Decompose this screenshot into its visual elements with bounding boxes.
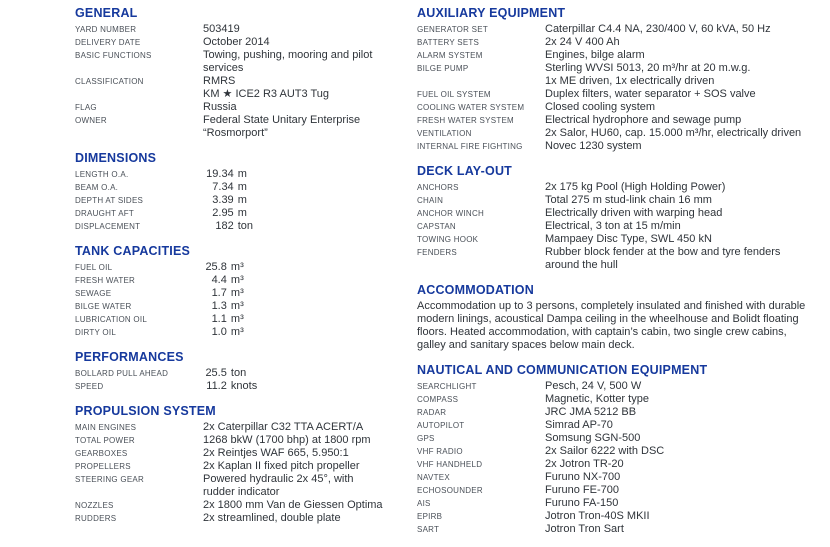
spec-value-unit: m³ xyxy=(230,274,244,286)
spec-row xyxy=(75,380,407,393)
spec-label: STEERING GEAR xyxy=(75,475,145,484)
spec-label: FENDERS xyxy=(417,248,457,257)
spec-label: COMPASS xyxy=(417,395,459,404)
spec-value-line: Electrical, 3 ton at 15 m/min xyxy=(545,220,681,232)
spec-value-number: 7.34 xyxy=(212,181,234,193)
spec-label: DISPLACEMENT xyxy=(75,222,141,231)
paragraph-line: modern linings, acoustical Dampa ceiling in the wheelhouse and Bolidt floating xyxy=(417,313,799,325)
spec-value xyxy=(545,101,655,114)
spec-value-unit: m³ xyxy=(230,313,244,325)
spec-label: YARD NUMBER xyxy=(75,25,137,34)
spec-row xyxy=(417,114,827,127)
spec-value-unit: m xyxy=(237,181,247,193)
spec-label: GEARBOXES xyxy=(75,449,128,458)
spec-row xyxy=(75,274,407,287)
spec-value-unit: m xyxy=(237,207,247,219)
spec-value-line: 503419 xyxy=(203,23,240,35)
spec-value xyxy=(203,447,349,460)
spec-value xyxy=(203,181,247,194)
spec-row xyxy=(417,406,827,419)
spec-row xyxy=(417,194,827,207)
spec-value xyxy=(203,287,244,300)
spec-row xyxy=(75,36,407,49)
spec-value-line: Jotron Tron Sart xyxy=(545,523,624,535)
spec-value xyxy=(203,220,253,233)
spec-label: DIRTY OIL xyxy=(75,328,117,337)
spec-value xyxy=(203,512,341,525)
spec-value-line: Mampaey Disc Type, SWL 450 kN xyxy=(545,233,712,245)
spec-row xyxy=(75,512,407,525)
spec-value-number: 25.8 xyxy=(205,261,227,273)
spec-value-number: 182 xyxy=(215,220,234,232)
spec-row xyxy=(75,326,407,339)
spec-value xyxy=(203,499,383,512)
section-deck-lay-out xyxy=(417,164,827,272)
spec-value xyxy=(203,274,244,287)
spec-row xyxy=(75,499,407,512)
spec-row xyxy=(417,419,827,432)
spec-value-unit: m³ xyxy=(230,300,244,312)
spec-row xyxy=(75,194,407,207)
spec-label: SEARCHLIGHT xyxy=(417,382,477,391)
spec-value-line: 2x 175 kg Pool (High Holding Power) xyxy=(545,181,726,193)
spec-value-line: Magnetic, Kotter type xyxy=(545,393,649,405)
spec-value xyxy=(545,419,613,432)
spec-row xyxy=(75,367,407,380)
section-title: TANK CAPACITIES xyxy=(75,244,191,258)
spec-label: BILGE PUMP xyxy=(417,64,469,73)
spec-row xyxy=(417,23,827,36)
section-dimensions xyxy=(75,151,407,233)
spec-label: NAVTEX xyxy=(417,473,450,482)
spec-value xyxy=(545,523,624,536)
spec-label: VENTILATION xyxy=(417,129,472,138)
right-column xyxy=(417,6,827,536)
spec-row xyxy=(417,393,827,406)
spec-label: BOLLARD PULL AHEAD xyxy=(75,369,169,378)
section-tank-capacities xyxy=(75,244,407,339)
section-nautical-and-communication-equipment xyxy=(417,363,827,536)
spec-row xyxy=(75,261,407,274)
spec-value-number: 11.2 xyxy=(206,380,227,392)
spec-value-line: Total 275 m stud-link chain 16 mm xyxy=(545,194,712,206)
section-general xyxy=(75,6,407,140)
spec-value xyxy=(203,261,244,274)
spec-label: BEAM O.A. xyxy=(75,183,119,192)
spec-label: GENERATOR SET xyxy=(417,25,488,34)
spec-row xyxy=(75,207,407,220)
spec-value xyxy=(545,207,722,220)
section-title: ACCOMMODATION xyxy=(417,283,534,297)
spec-value-line: Sterling WVSI 5013, 20 m³/hr at 20 m.w.g. xyxy=(545,62,751,74)
spec-label: OWNER xyxy=(75,116,107,125)
spec-label: TOTAL POWER xyxy=(75,436,135,445)
spec-value xyxy=(203,421,363,434)
spec-value-unit: knots xyxy=(230,380,258,392)
spec-row xyxy=(75,75,407,101)
spec-value-line: Furuno FA-150 xyxy=(545,497,619,509)
spec-label: SPEED xyxy=(75,382,104,391)
section-title: PERFORMANCES xyxy=(75,350,184,364)
spec-row xyxy=(417,484,827,497)
section-title: NAUTICAL AND COMMUNICATION EQUIPMENT xyxy=(417,363,708,377)
spec-row xyxy=(75,300,407,313)
spec-label: CLASSIFICATION xyxy=(75,77,144,86)
spec-label: BASIC FUNCTIONS xyxy=(75,51,152,60)
spec-value xyxy=(545,36,620,49)
section-title: PROPULSION SYSTEM xyxy=(75,404,216,418)
spec-value xyxy=(203,49,372,75)
spec-value-number: 2.95 xyxy=(212,207,234,219)
spec-value xyxy=(545,458,624,471)
spec-label: AIS xyxy=(417,499,431,508)
spec-value xyxy=(545,220,681,233)
spec-label: COOLING WATER SYSTEM xyxy=(417,103,525,112)
spec-value-line: Furuno FE-700 xyxy=(545,484,619,496)
spec-value-line: 2x streamlined, double plate xyxy=(203,512,341,524)
spec-value-number: 4.4 xyxy=(211,274,227,286)
spec-value-unit: m³ xyxy=(230,261,244,273)
spec-row xyxy=(75,101,407,114)
spec-value-line: Electrically driven with warping head xyxy=(545,207,723,219)
spec-row xyxy=(417,497,827,510)
spec-row xyxy=(75,23,407,36)
spec-value-line: Towing, pushing, mooring and pilot xyxy=(203,49,373,61)
spec-label: FRESH WATER xyxy=(75,276,136,285)
spec-value-line: Electrical hydrophore and sewage pump xyxy=(545,114,742,126)
spec-label: ALARM SYSTEM xyxy=(417,51,483,60)
spec-label: VHF RADIO xyxy=(417,447,463,456)
spec-value xyxy=(545,114,741,127)
spec-row xyxy=(417,523,827,536)
spec-row xyxy=(75,313,407,326)
spec-row xyxy=(75,434,407,447)
spec-label: AUTOPILOT xyxy=(417,421,465,430)
spec-row xyxy=(417,471,827,484)
spec-value-unit: m xyxy=(237,168,247,180)
spec-value-line: Rubber block fender at the bow and tyre fenders xyxy=(545,246,781,258)
spec-value-line: Furuno NX-700 xyxy=(545,471,621,483)
spec-label: DRAUGHT AFT xyxy=(75,209,135,218)
spec-value xyxy=(545,127,801,140)
spec-value xyxy=(545,484,619,497)
spec-label: RUDDERS xyxy=(75,514,117,523)
spec-label: LENGTH O.A. xyxy=(75,170,129,179)
spec-label: FUEL OIL SYSTEM xyxy=(417,90,491,99)
left-column xyxy=(75,6,407,525)
spec-value-line: Somsung SGN-500 xyxy=(545,432,641,444)
spec-row xyxy=(75,460,407,473)
spec-row xyxy=(417,432,827,445)
spec-row xyxy=(417,49,827,62)
spec-label: ANCHORS xyxy=(417,183,459,192)
spec-value xyxy=(203,207,247,220)
spec-value-line: Caterpillar C4.4 NA, 230/400 V, 60 kVA, 50 Hz xyxy=(545,23,771,35)
spec-label: DEPTH AT SIDES xyxy=(75,196,144,205)
spec-value-line: 2x Sailor 6222 with DSC xyxy=(545,445,665,457)
spec-value xyxy=(545,510,650,523)
spec-value-line: 2x Caterpillar C32 TTA ACERT/A xyxy=(203,421,364,433)
spec-label: ANCHOR WINCH xyxy=(417,209,484,218)
spec-value xyxy=(545,49,645,62)
spec-label: SART xyxy=(417,525,440,534)
spec-label: TOWING HOOK xyxy=(417,235,479,244)
spec-value-line: Powered hydraulic 2x 45°, with xyxy=(203,473,354,485)
spec-value-line: Federal State Unitary Enterprise xyxy=(203,114,361,126)
spec-row xyxy=(417,127,827,140)
spec-row xyxy=(75,114,407,140)
spec-value xyxy=(545,194,712,207)
spec-row xyxy=(75,181,407,194)
spec-row xyxy=(417,233,827,246)
spec-value xyxy=(203,326,244,339)
spec-row xyxy=(417,458,827,471)
spec-label: PROPELLERS xyxy=(75,462,131,471)
spec-value xyxy=(203,101,237,114)
spec-value-unit: m³ xyxy=(230,287,244,299)
spec-value-line: Russia xyxy=(203,101,237,113)
section-title: GENERAL xyxy=(75,6,138,20)
spec-value-line: 2x 24 V 400 Ah xyxy=(545,36,620,48)
spec-value xyxy=(545,380,641,393)
spec-value-line: around the hull xyxy=(545,259,618,271)
spec-row xyxy=(417,380,827,393)
spec-value xyxy=(203,114,360,140)
spec-value-number: 1.7 xyxy=(211,287,227,299)
spec-value-number: 1.1 xyxy=(211,313,227,325)
spec-value xyxy=(545,471,620,484)
spec-value-line: Jotron Tron-40S MKII xyxy=(545,510,650,522)
spec-label: BILGE WATER xyxy=(75,302,132,311)
spec-value xyxy=(203,36,270,49)
spec-value-line: KM ★ ICE2 R3 AUT3 Tug xyxy=(203,88,330,100)
spec-row xyxy=(417,181,827,194)
spec-value-line: services xyxy=(203,62,244,74)
spec-value-line: October 2014 xyxy=(203,36,270,48)
spec-value xyxy=(545,246,780,272)
spec-value xyxy=(545,23,771,36)
spec-value-number: 3.39 xyxy=(212,194,234,206)
spec-value-line: 2x Salor, HU60, cap. 15.000 m³/hr, electrically driven xyxy=(545,127,802,139)
spec-row xyxy=(417,207,827,220)
spec-value xyxy=(545,181,725,194)
spec-value xyxy=(545,62,750,88)
spec-row xyxy=(417,101,827,114)
spec-row xyxy=(75,421,407,434)
spec-row xyxy=(417,62,827,88)
spec-label: ECHOSOUNDER xyxy=(417,486,483,495)
spec-value xyxy=(545,497,618,510)
paragraph-line: Accommodation up to 3 persons, completely insulated and finished with durable xyxy=(417,300,806,312)
spec-value xyxy=(203,313,244,326)
spec-value xyxy=(203,23,240,36)
spec-value-line: JRC JMA 5212 BB xyxy=(545,406,637,418)
spec-value-line: Novec 1230 system xyxy=(545,140,642,152)
spec-label: VHF HANDHELD xyxy=(417,460,483,469)
spec-value xyxy=(203,75,329,101)
spec-row xyxy=(417,510,827,523)
spec-value-unit: ton xyxy=(237,220,254,232)
spec-row xyxy=(75,447,407,460)
spec-row xyxy=(75,220,407,233)
spec-label: FUEL OIL xyxy=(75,263,113,272)
spec-value-line: 2x 1800 mm Van de Giessen Optima xyxy=(203,499,383,511)
spec-value xyxy=(545,88,756,101)
section-accommodation xyxy=(417,283,827,352)
spec-value xyxy=(545,140,642,153)
spec-value-line: 2x Reintjes WAF 665, 5.950:1 xyxy=(203,447,349,459)
spec-row xyxy=(417,246,827,272)
spec-value xyxy=(545,233,712,246)
spec-value xyxy=(545,445,664,458)
spec-label: BATTERY SETS xyxy=(417,38,480,47)
spec-value-number: 1.3 xyxy=(211,300,227,312)
spec-row xyxy=(417,140,827,153)
spec-row xyxy=(75,287,407,300)
section-propulsion-system xyxy=(75,404,407,525)
spec-label: DELIVERY DATE xyxy=(75,38,141,47)
spec-value xyxy=(545,406,636,419)
spec-value-line: Duplex filters, water separator + SOS valve xyxy=(545,88,756,100)
spec-value xyxy=(203,460,360,473)
spec-value-line: 2x Kaplan II fixed pitch propeller xyxy=(203,460,360,472)
spec-value-unit: m xyxy=(237,194,247,206)
spec-value xyxy=(203,367,246,380)
spec-row xyxy=(417,445,827,458)
spec-row xyxy=(75,168,407,181)
paragraph-line: floors. Heated accommodation, with captain’s cabin, two single crew cabins, xyxy=(417,326,787,338)
spec-value-line: Pesch, 24 V, 500 W xyxy=(545,380,642,392)
spec-value-number: 25.5 xyxy=(205,367,227,379)
spec-value-line: Closed cooling system xyxy=(545,101,656,113)
spec-label: NOZZLES xyxy=(75,501,114,510)
section-performances xyxy=(75,350,407,393)
spec-label: FRESH WATER SYSTEM xyxy=(417,116,514,125)
spec-value-line: rudder indicator xyxy=(203,486,280,498)
spec-label: LUBRICATION OIL xyxy=(75,315,148,324)
section-paragraph xyxy=(417,300,827,352)
spec-value xyxy=(203,168,247,181)
spec-row xyxy=(75,473,407,499)
spec-value xyxy=(545,432,640,445)
spec-value xyxy=(203,300,244,313)
spec-value-number: 1.0 xyxy=(211,326,227,338)
paragraph-line: galley and sanitary spaces below main deck. xyxy=(417,339,635,351)
spec-label: INTERNAL FIRE FIGHTING xyxy=(417,142,523,151)
section-title: DIMENSIONS xyxy=(75,151,157,165)
spec-value-line: “Rosmorport” xyxy=(203,127,268,139)
spec-label: RADAR xyxy=(417,408,447,417)
spec-value xyxy=(545,393,649,406)
spec-value-line: 2x Jotron TR-20 xyxy=(545,458,624,470)
section-title: DECK LAY-OUT xyxy=(417,164,513,178)
spec-value-line: 1268 bkW (1700 bhp) at 1800 rpm xyxy=(203,434,371,446)
spec-value-line: 1x ME driven, 1x electrically driven xyxy=(545,75,715,87)
spec-label: CHAIN xyxy=(417,196,444,205)
spec-value xyxy=(203,434,371,447)
spec-label: CAPSTAN xyxy=(417,222,456,231)
spec-row xyxy=(75,49,407,75)
spec-value-line: Simrad AP-70 xyxy=(545,419,613,431)
spec-value-line: Engines, bilge alarm xyxy=(545,49,645,61)
spec-row xyxy=(417,220,827,233)
spec-value-number: 19.34 xyxy=(206,168,234,180)
spec-label: GPS xyxy=(417,434,435,443)
section-auxiliary-equipment xyxy=(417,6,827,153)
spec-value xyxy=(203,194,247,207)
spec-value-unit: ton xyxy=(230,367,247,379)
spec-row xyxy=(417,36,827,49)
spec-value xyxy=(203,473,354,499)
section-title: AUXILIARY EQUIPMENT xyxy=(417,6,566,20)
spec-value-unit: m³ xyxy=(230,326,244,338)
spec-value-line: RMRS xyxy=(203,75,236,87)
spec-value xyxy=(203,380,257,393)
spec-label: EPIRB xyxy=(417,512,443,521)
spec-label: SEWAGE xyxy=(75,289,112,298)
spec-label: FLAG xyxy=(75,103,97,112)
spec-row xyxy=(417,88,827,101)
spec-label: MAIN ENGINES xyxy=(75,423,137,432)
